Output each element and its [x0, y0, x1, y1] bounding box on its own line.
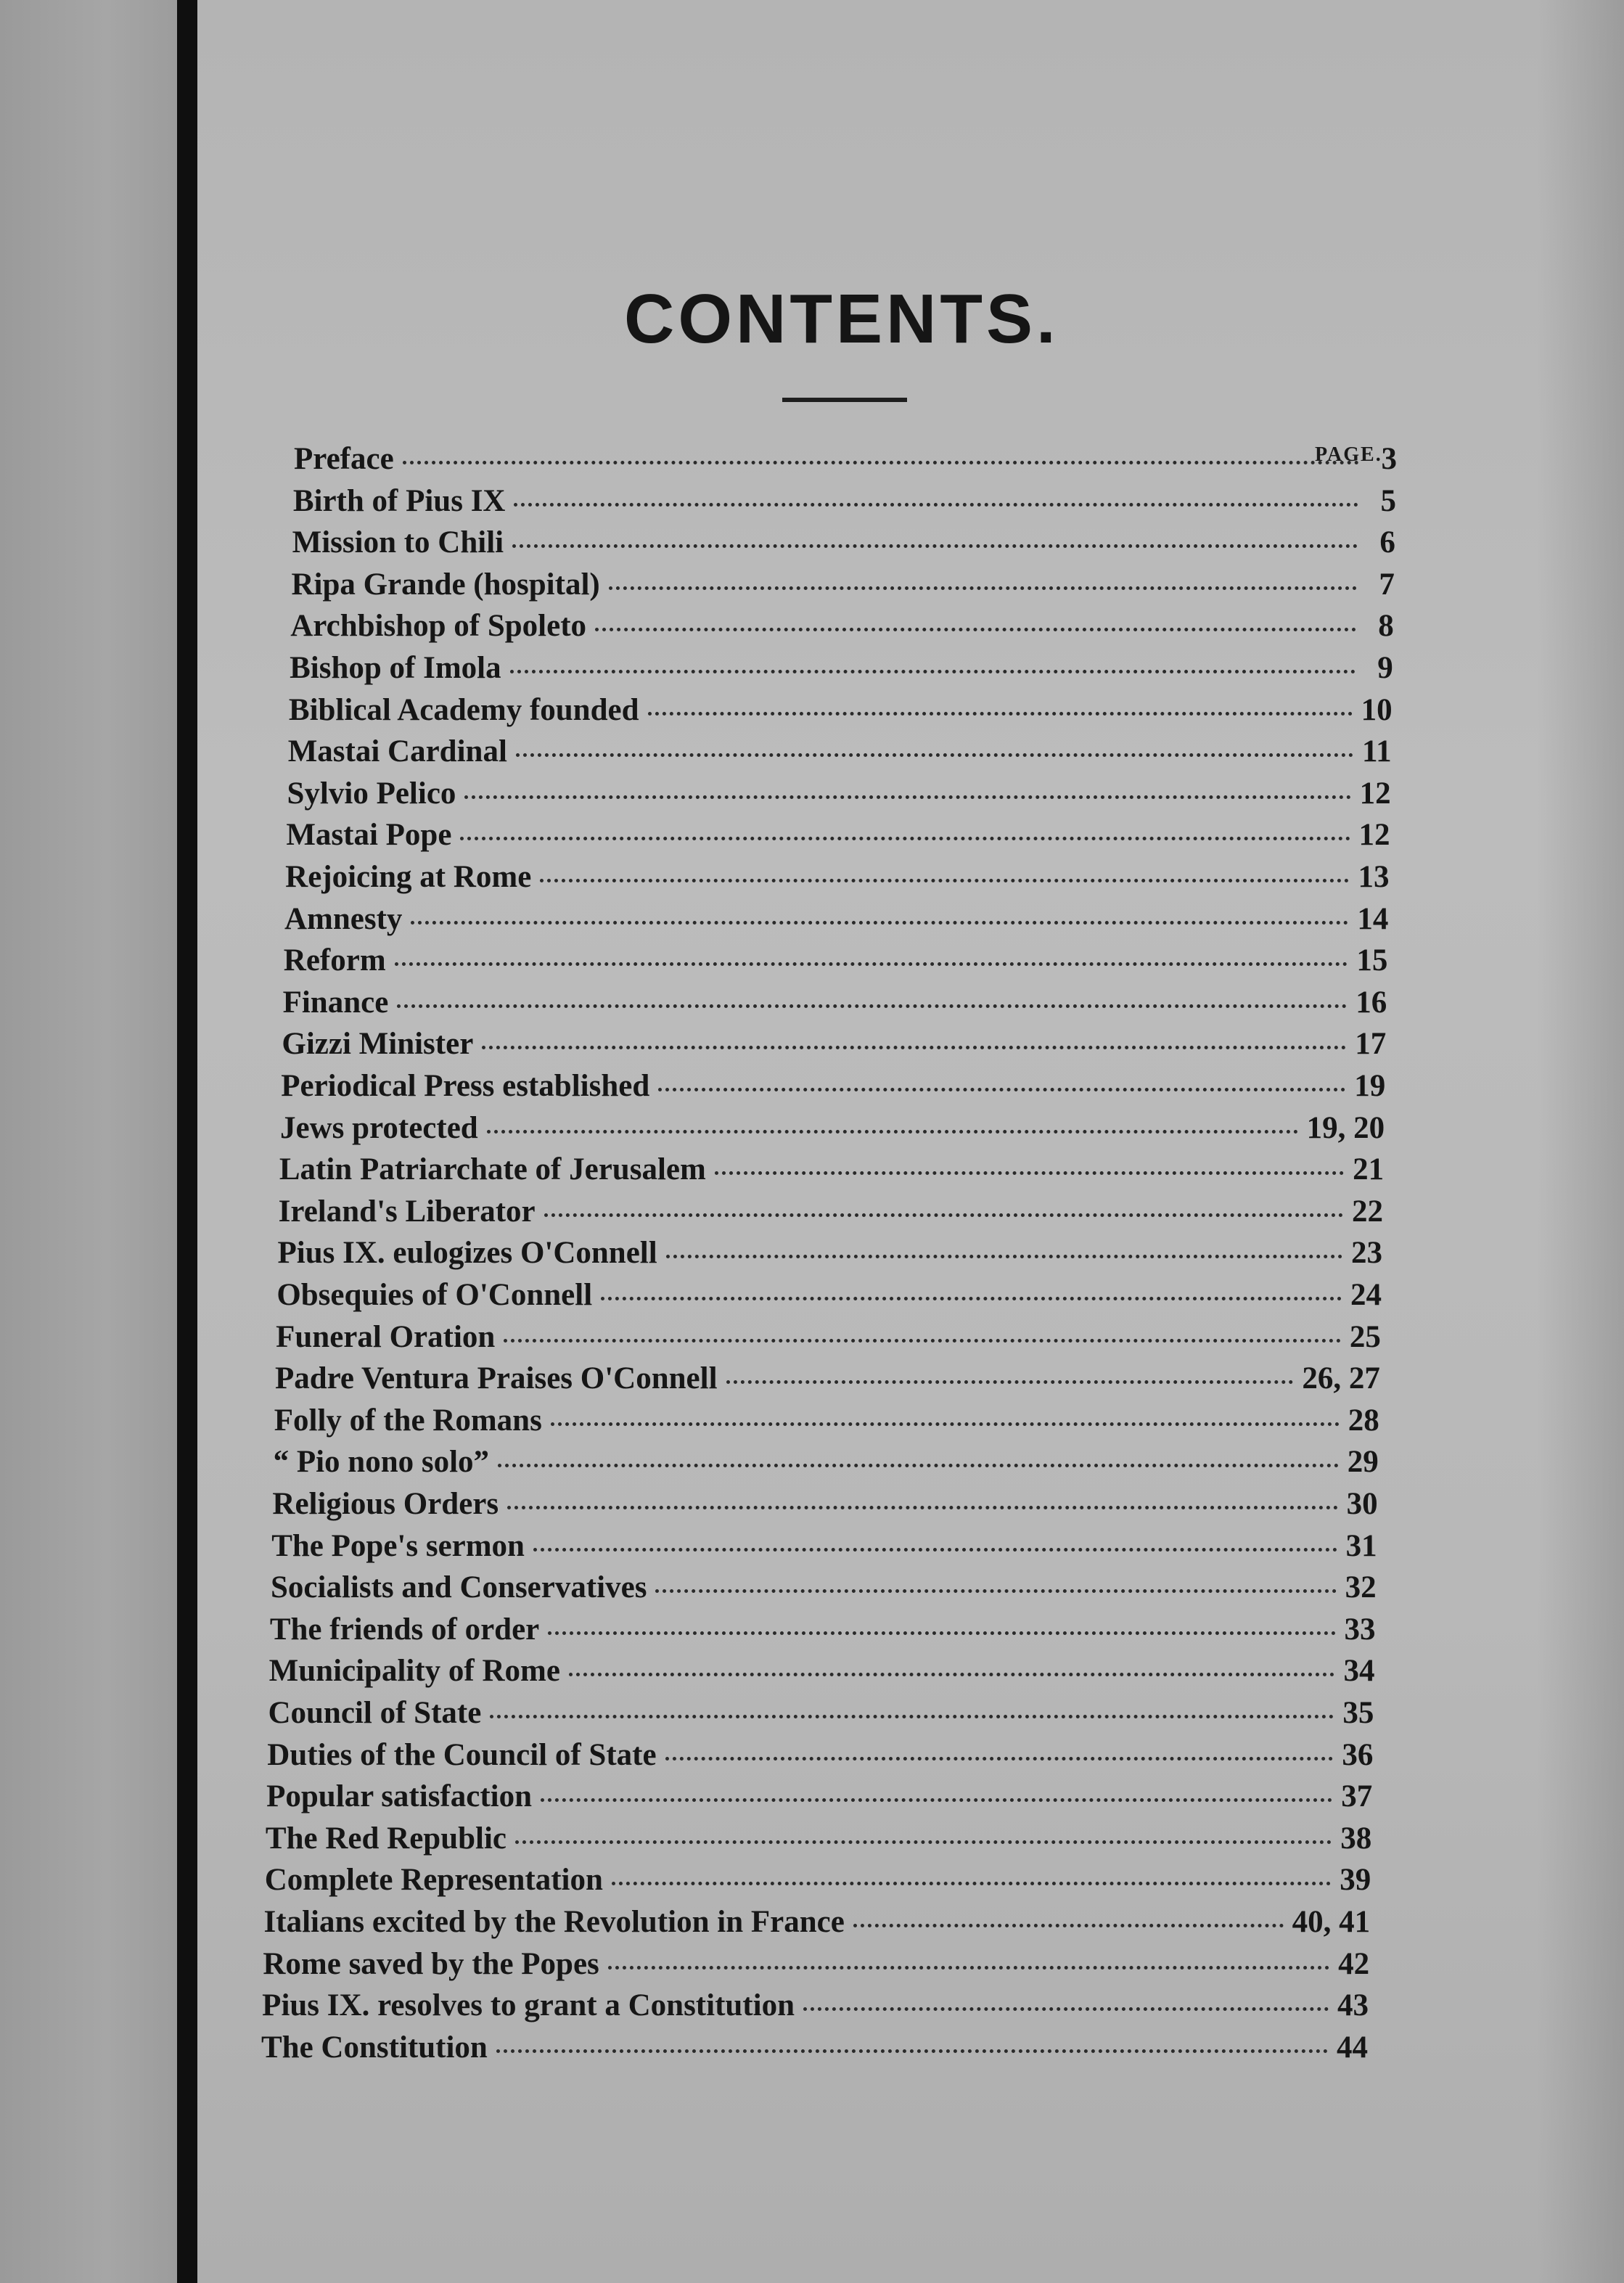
toc-entry-page-number: 39 [1340, 1863, 1371, 1898]
dot-leader [411, 921, 1348, 925]
toc-entry [287, 776, 1391, 813]
toc-entry-title: Padre Ventura Praises O'Connell [274, 1361, 718, 1396]
dot-leader [482, 1046, 1346, 1049]
toc-entry-title: Latin Patriarchate of Jerusalem [279, 1152, 706, 1187]
toc-entry-page-number: 32 [1345, 1570, 1377, 1605]
toc-entry-title: Italians excited by the Revolution in France [263, 1905, 845, 1939]
dot-leader [569, 1673, 1335, 1676]
toc-entry-page-number: 6 [1379, 525, 1395, 560]
dot-leader [544, 1213, 1343, 1217]
toc-entry-title: Bishop of Imola [290, 651, 501, 685]
dot-leader [601, 1297, 1342, 1300]
toc-entry [266, 1779, 1372, 1816]
toc-entry-title: Municipality of Rome [268, 1654, 560, 1689]
toc-entry-title: Biblical Academy founded [288, 692, 639, 727]
dot-leader [715, 1171, 1344, 1175]
toc-entry-title: Mission to Chili [292, 525, 504, 560]
toc-entry [263, 1946, 1369, 1984]
toc-entry [272, 1486, 1377, 1524]
toc-entry-page-number: 8 [1378, 609, 1394, 644]
toc-entry [271, 1570, 1377, 1607]
toc-entry [268, 1695, 1374, 1733]
dot-leader [498, 1464, 1339, 1467]
toc-entry-title: Rome saved by the Popes [263, 1946, 599, 1981]
toc-entry-page-number: 3 [1381, 442, 1397, 476]
dot-leader [515, 1840, 1332, 1844]
toc-entry-page-number: 26, 27 [1302, 1361, 1380, 1396]
toc-entry-title: Archbishop of Spoleto [290, 609, 587, 644]
dot-leader [533, 1548, 1337, 1552]
toc-entry [283, 985, 1387, 1022]
toc-entry-page-number: 34 [1343, 1654, 1375, 1689]
toc-entry-page-number: 19, 20 [1306, 1110, 1385, 1145]
toc-entry-title: Rejoicing at Rome [285, 860, 532, 894]
dot-leader [512, 544, 1358, 548]
toc-entry-page-number: 11 [1361, 734, 1392, 769]
dot-leader [608, 1966, 1329, 1970]
toc-entry-title: Mastai Cardinal [287, 734, 507, 769]
toc-entry-page-number: 44 [1337, 2030, 1368, 2065]
toc-entry-title: The Pope's sermon [271, 1528, 525, 1563]
dot-leader [551, 1422, 1340, 1426]
toc-entry-title: Funeral Oration [276, 1319, 496, 1354]
dot-leader [487, 1130, 1298, 1134]
toc-entry [269, 1653, 1375, 1691]
toc-entry-title: Sylvio Pelico [287, 776, 456, 811]
dot-leader [395, 962, 1348, 966]
toc-entry-title: Socialists and Conservatives [271, 1570, 647, 1605]
toc-entry [276, 1319, 1381, 1357]
toc-entry-page-number: 21 [1353, 1152, 1385, 1187]
dot-leader [460, 837, 1350, 840]
toc-entry-title: Finance [282, 985, 389, 1020]
toc-entry [264, 1904, 1371, 1942]
toc-entry-page-number: 16 [1356, 985, 1387, 1020]
dot-leader [510, 670, 1356, 673]
toc-entry-title: Complete Representation [264, 1863, 603, 1898]
dot-leader [803, 2007, 1329, 2011]
toc-entry-page-number: 17 [1355, 1027, 1387, 1062]
dot-leader [548, 1631, 1335, 1635]
toc-entry-page-number: 9 [1377, 651, 1393, 685]
toc-entry-title: Gizzi Minister [282, 1027, 474, 1062]
toc-entry-page-number: 37 [1341, 1779, 1373, 1814]
toc-entry-page-number: 15 [1356, 943, 1388, 978]
toc-entry-title: Mastai Pope [286, 818, 452, 853]
page-column-header: PAGE. [1315, 443, 1382, 466]
toc-entry-page-number: 24 [1350, 1278, 1382, 1312]
dot-leader [655, 1589, 1336, 1593]
toc-entry-title: Council of State [268, 1696, 482, 1730]
dot-leader [403, 461, 1359, 464]
toc-entry-title: Obsequies of O'Connell [276, 1278, 593, 1312]
toc-entry-page-number: 33 [1344, 1612, 1376, 1647]
dot-leader [726, 1380, 1294, 1384]
toc-entry-page-number: 10 [1361, 692, 1393, 727]
toc-entry-page-number: 7 [1379, 567, 1395, 602]
toc-entry-title: Folly of the Romans [274, 1403, 542, 1438]
dot-leader [507, 1506, 1338, 1509]
dot-leader [609, 586, 1357, 590]
toc-entry [284, 943, 1388, 980]
toc-entry-title: “ Pio nono solo” [273, 1445, 490, 1480]
toc-entry-page-number: 43 [1337, 1988, 1369, 2023]
toc-entry [279, 1152, 1384, 1189]
dot-leader [612, 1882, 1331, 1885]
toc-entry-title: Pius IX. resolves to grant a Constitution [262, 1988, 795, 2023]
dot-leader [504, 1339, 1341, 1343]
dot-leader [514, 503, 1358, 507]
dot-leader [490, 1715, 1334, 1718]
dot-leader [658, 1088, 1345, 1091]
toc-entry [265, 1862, 1371, 1900]
toc-entry [271, 1528, 1377, 1566]
toc-entry-title: The Red Republic [265, 1821, 507, 1856]
toc-entry-title: Reform [283, 943, 386, 978]
toc-entry [270, 1612, 1376, 1649]
toc-entry-page-number: 19 [1354, 1069, 1386, 1103]
toc-entry [286, 817, 1390, 855]
toc-entry-page-number: 40, 41 [1292, 1905, 1371, 1939]
toc-entry-title: Ireland's Liberator [278, 1194, 536, 1229]
toc-entry-page-number: 14 [1357, 901, 1389, 936]
dot-leader [853, 1924, 1284, 1927]
toc-entry [281, 1068, 1385, 1106]
toc-entry-page-number: 38 [1340, 1821, 1372, 1856]
toc-entry-page-number: 13 [1358, 860, 1390, 894]
toc-entry-page-number: 42 [1338, 1946, 1370, 1981]
toc-entry [294, 441, 1397, 479]
toc-entry [289, 692, 1393, 730]
toc-entry-page-number: 29 [1347, 1445, 1379, 1480]
toc-entry-page-number: 12 [1359, 776, 1391, 811]
dot-leader [665, 1757, 1334, 1761]
toc-entry-title: Ripa Grande (hospital) [291, 567, 600, 602]
toc-entry [280, 1110, 1385, 1148]
toc-entry [275, 1361, 1380, 1398]
toc-entry-title: Periodical Press established [281, 1069, 650, 1103]
toc-entry-page-number: 28 [1348, 1403, 1379, 1438]
page-title: CONTENTS. [624, 280, 1059, 358]
toc-entry [278, 1235, 1383, 1273]
toc-entry-title: Religious Orders [272, 1487, 499, 1521]
toc-entry [262, 1988, 1369, 2025]
toc-entry [261, 2030, 1368, 2067]
toc-entry-page-number: 22 [1352, 1194, 1384, 1229]
toc-entry [290, 650, 1393, 688]
toc-entry-page-number: 31 [1345, 1528, 1377, 1563]
toc-entry [282, 1026, 1386, 1064]
toc-entry-page-number: 35 [1342, 1696, 1374, 1730]
toc-entry-page-number: 12 [1358, 818, 1390, 853]
dot-leader [397, 1004, 1347, 1008]
toc-entry [285, 859, 1389, 897]
toc-entry-title: Popular satisfaction [266, 1779, 533, 1814]
toc-entry-title: Amnesty [284, 901, 403, 936]
dot-leader [541, 1798, 1332, 1802]
toc-entry-page-number: 5 [1380, 483, 1396, 518]
dot-leader [648, 712, 1353, 716]
dot-leader [666, 1255, 1342, 1258]
toc-entry [290, 608, 1394, 646]
dot-leader [516, 753, 1353, 757]
toc-entry [293, 483, 1396, 521]
toc-entry [274, 1444, 1379, 1482]
toc-entry-title: Jews protected [280, 1110, 478, 1145]
toc-entry [292, 525, 1395, 562]
toc-entry-title: Pius IX. eulogizes O'Connell [277, 1236, 657, 1271]
toc-entry [276, 1277, 1382, 1315]
toc-entry [274, 1403, 1379, 1440]
toc-entry-title: Birth of Pius IX [292, 483, 506, 518]
toc-entry [279, 1194, 1383, 1231]
toc-entry-page-number: 30 [1346, 1487, 1378, 1521]
toc-entry [284, 901, 1388, 939]
toc-entry-title: The Constitution [261, 2030, 488, 2065]
toc-entry [288, 734, 1392, 771]
toc-entry-page-number: 36 [1342, 1737, 1374, 1772]
toc-entry [266, 1821, 1371, 1858]
dot-leader [496, 2049, 1328, 2053]
dot-leader [540, 879, 1349, 882]
toc-entry-title: Preface [294, 442, 394, 476]
toc-entry-page-number: 23 [1351, 1236, 1382, 1271]
toc-entry-page-number: 25 [1349, 1319, 1381, 1354]
toc-entry-title: Duties of the Council of State [267, 1737, 657, 1772]
dot-leader [464, 795, 1350, 799]
toc-entry-title: The friends of order [269, 1612, 540, 1647]
toc-entry [291, 567, 1394, 604]
toc-entry [267, 1737, 1373, 1775]
dot-leader [595, 628, 1356, 631]
